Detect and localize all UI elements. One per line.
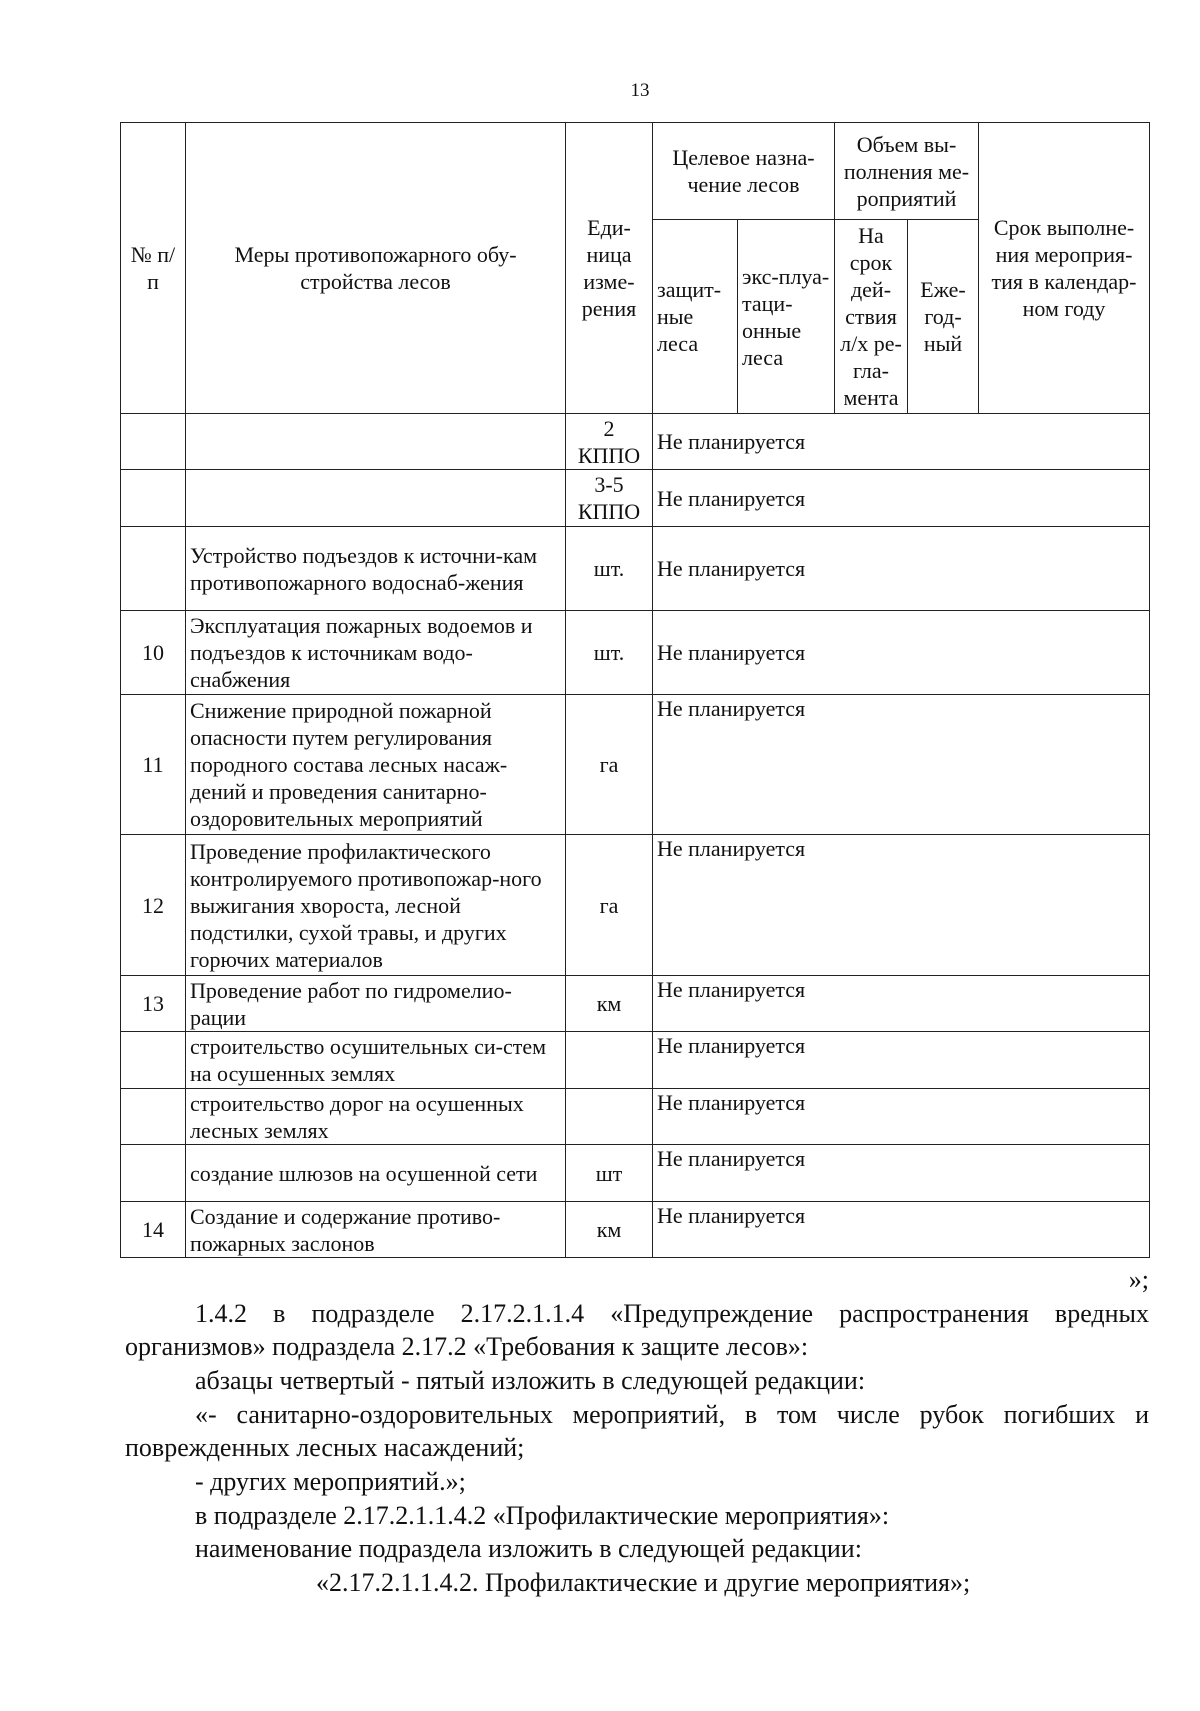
row-measure: [186, 470, 566, 527]
table-row: [121, 1089, 1150, 1145]
row-unit: [566, 1089, 653, 1145]
row-status: Не планируется: [653, 835, 1150, 976]
paragraph-2: абзацы четвертый - пятый изложить в следующей редакции:: [195, 1366, 866, 1395]
table-row: [121, 1145, 1150, 1202]
row-num: [121, 1032, 186, 1089]
header-annual: Еже-год-ный: [908, 220, 979, 414]
row-measure: Устройство подъездов к источни-кам противопожарного водоснаб-жения: [186, 527, 566, 611]
row-status: Не планируется: [653, 611, 1150, 695]
row-num: 14: [121, 1202, 186, 1258]
closing-quote: »;: [1128, 1265, 1149, 1294]
row-measure: строительство осушительных си-стем на осушенных землях: [186, 1032, 566, 1089]
row-num: [121, 414, 186, 470]
fire-measures-table: [120, 122, 1150, 1258]
row-unit: 2 КППО: [566, 414, 653, 470]
row-measure: Эксплуатация пожарных водоемов и подъездов к источникам водо-снабжения: [186, 611, 566, 695]
row-unit: км: [566, 976, 653, 1032]
row-measure: Проведение работ по гидромелио-рации: [186, 976, 566, 1032]
header-num: № п/п: [121, 123, 186, 414]
table-row: [121, 414, 1150, 470]
paragraph-7: «2.17.2.1.1.4.2. Профилактические и другие мероприятия»;: [316, 1568, 971, 1597]
row-status: Не планируется: [653, 695, 1150, 835]
header-exploitation: экс-плуа-таци-онные леса: [738, 220, 835, 414]
paragraph-3-line-2: поврежденных лесных насаждений;: [125, 1433, 525, 1462]
row-status: Не планируется: [653, 414, 1150, 470]
header-deadline: Срок выполне-ния мероприя-тия в календар-ном году: [979, 123, 1150, 414]
row-status: Не планируется: [653, 1145, 1150, 1202]
row-measure: [186, 414, 566, 470]
row-unit: шт.: [566, 527, 653, 611]
row-status: Не планируется: [653, 527, 1150, 611]
row-num: [121, 1089, 186, 1145]
paragraph-5: в подразделе 2.17.2.1.1.4.2 «Профилактические мероприятия»:: [195, 1501, 890, 1530]
table-row: [121, 1032, 1150, 1089]
row-measure: Проведение профилактического контролируемого противопожар-ного выжигания хвороста, лесной подстилки, сухой травы, и других горючих материалов: [186, 835, 566, 976]
row-num: [121, 470, 186, 527]
row-status: Не планируется: [653, 1032, 1150, 1089]
row-num: [121, 1145, 186, 1202]
row-measure: строительство дорог на осушенных лесных землях: [186, 1089, 566, 1145]
table-row: [121, 695, 1150, 835]
table-row: [121, 976, 1150, 1032]
row-num: [121, 527, 186, 611]
paragraph-6: наименование подраздела изложить в следующей редакции:: [195, 1534, 862, 1563]
row-unit: [566, 1032, 653, 1089]
page-number: 13: [630, 80, 650, 101]
table-row: [121, 1202, 1150, 1258]
paragraph-3-line-1: «- санитарно-оздоровительных мероприятий, в том числе рубок погибших и: [195, 1400, 1149, 1429]
row-unit: шт: [566, 1145, 653, 1202]
row-unit: 3-5 КППО: [566, 470, 653, 527]
table-row: [121, 611, 1150, 695]
header-unit: Еди-ница изме-рения: [566, 123, 653, 414]
header-purpose: Целевое назна-чение лесов: [653, 123, 835, 220]
row-status: Не планируется: [653, 976, 1150, 1032]
row-num: 12: [121, 835, 186, 976]
row-measure: Снижение природной пожарной опасности путем регулирования породного состава лесных насаж-дений и проведения санитарно-оздоровительных мероприятий: [186, 695, 566, 835]
header-protective: защит-ные леса: [653, 220, 738, 414]
row-num: 13: [121, 976, 186, 1032]
table-row: [121, 527, 1150, 611]
header-volume: Объем вы-полнения ме-роприятий: [835, 123, 979, 220]
row-status: Не планируется: [653, 470, 1150, 527]
table-row: [121, 470, 1150, 527]
row-status: Не планируется: [653, 1089, 1150, 1145]
row-unit: шт.: [566, 611, 653, 695]
row-measure: Создание и содержание противо-пожарных заслонов: [186, 1202, 566, 1258]
row-num: 11: [121, 695, 186, 835]
row-unit: га: [566, 835, 653, 976]
row-num: 10: [121, 611, 186, 695]
row-unit: га: [566, 695, 653, 835]
paragraph-1-line-1: 1.4.2 в подразделе 2.17.2.1.1.4 «Предупреждение распространения вредных: [195, 1299, 1149, 1328]
row-status: Не планируется: [653, 1202, 1150, 1258]
header-measures: Меры противопожарного обу-стройства лесов: [186, 123, 566, 414]
paragraph-1-line-2: организмов» подраздела 2.17.2 «Требования к защите лесов»:: [125, 1332, 809, 1361]
row-measure: создание шлюзов на осушенной сети: [186, 1145, 566, 1202]
paragraph-4: - других мероприятий.»;: [195, 1467, 466, 1496]
row-unit: км: [566, 1202, 653, 1258]
header-reg-period: На срок дей-ствия л/х ре-гла-мента: [835, 220, 908, 414]
table-row: [121, 835, 1150, 976]
